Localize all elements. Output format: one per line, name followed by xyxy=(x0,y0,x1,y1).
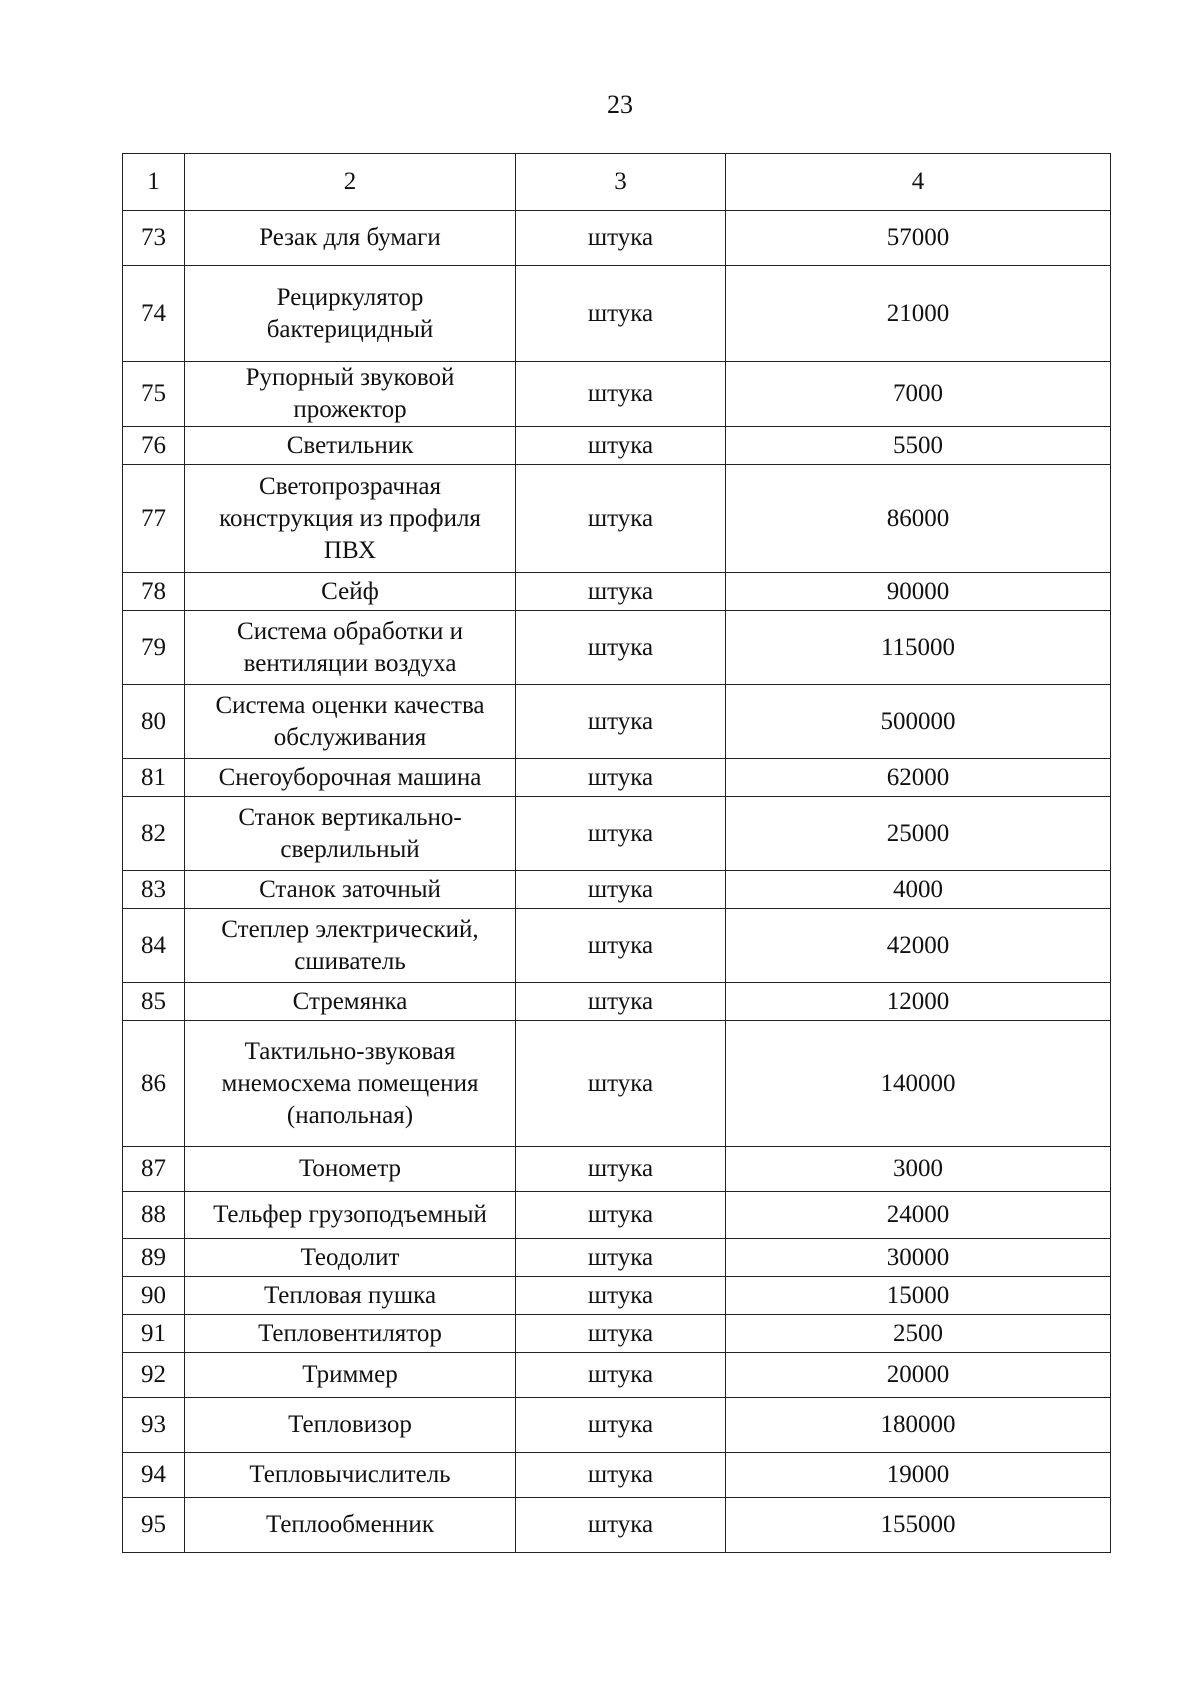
item-name-cell: Резак для бумаги xyxy=(185,211,516,266)
table-row xyxy=(123,909,1111,983)
row-number-cell: 87 xyxy=(123,1147,185,1192)
unit-cell: штука xyxy=(516,1353,726,1398)
table-row xyxy=(123,1398,1111,1453)
item-name-cell: Стремянка xyxy=(185,983,516,1021)
header-cell-col1: 1 xyxy=(123,154,185,211)
price-cell: 86000 xyxy=(726,465,1111,573)
row-number-cell: 89 xyxy=(123,1239,185,1277)
unit-cell: штука xyxy=(516,797,726,871)
row-number-cell: 86 xyxy=(123,1021,185,1147)
price-table xyxy=(122,153,1111,1553)
row-number-cell: 85 xyxy=(123,983,185,1021)
price-cell: 15000 xyxy=(726,1277,1111,1315)
row-number-cell: 94 xyxy=(123,1453,185,1498)
item-name-cell: Тепловизор xyxy=(185,1398,516,1453)
table-row xyxy=(123,1453,1111,1498)
price-cell: 140000 xyxy=(726,1021,1111,1147)
item-name-cell: Тонометр xyxy=(185,1147,516,1192)
price-cell: 500000 xyxy=(726,685,1111,759)
row-number-cell: 84 xyxy=(123,909,185,983)
price-cell: 180000 xyxy=(726,1398,1111,1453)
row-number-cell: 73 xyxy=(123,211,185,266)
table-row xyxy=(123,685,1111,759)
unit-cell: штука xyxy=(516,1192,726,1239)
item-name-cell: Сейф xyxy=(185,573,516,611)
row-number-cell: 83 xyxy=(123,871,185,909)
unit-cell: штука xyxy=(516,1021,726,1147)
unit-cell: штука xyxy=(516,573,726,611)
unit-cell: штука xyxy=(516,1315,726,1353)
table-row xyxy=(123,427,1111,465)
item-name-cell: Светопрозрачная конструкция из профиля ПВХ xyxy=(185,465,516,573)
row-number-cell: 82 xyxy=(123,797,185,871)
row-number-cell: 92 xyxy=(123,1353,185,1398)
item-name-cell: Система оценки качества обслуживания xyxy=(185,685,516,759)
price-cell: 155000 xyxy=(726,1498,1111,1553)
row-number-cell: 93 xyxy=(123,1398,185,1453)
row-number-cell: 76 xyxy=(123,427,185,465)
item-name-cell: Станок заточный xyxy=(185,871,516,909)
unit-cell: штука xyxy=(516,211,726,266)
item-name-cell: Триммер xyxy=(185,1353,516,1398)
price-cell: 2500 xyxy=(726,1315,1111,1353)
row-number-cell: 80 xyxy=(123,685,185,759)
row-number-cell: 74 xyxy=(123,266,185,362)
unit-cell: штука xyxy=(516,611,726,685)
item-name-cell: Тепловентилятор xyxy=(185,1315,516,1353)
price-cell: 24000 xyxy=(726,1192,1111,1239)
unit-cell: штука xyxy=(516,983,726,1021)
table-row xyxy=(123,1021,1111,1147)
price-cell: 115000 xyxy=(726,611,1111,685)
price-cell: 3000 xyxy=(726,1147,1111,1192)
table-row xyxy=(123,797,1111,871)
price-cell: 19000 xyxy=(726,1453,1111,1498)
unit-cell: штука xyxy=(516,266,726,362)
item-name-cell: Тепловычислитель xyxy=(185,1453,516,1498)
table-row xyxy=(123,1315,1111,1353)
price-cell: 21000 xyxy=(726,266,1111,362)
item-name-cell: Рециркулятор бактерицидный xyxy=(185,266,516,362)
price-cell: 5500 xyxy=(726,427,1111,465)
table-row xyxy=(123,611,1111,685)
unit-cell: штука xyxy=(516,1498,726,1553)
unit-cell: штука xyxy=(516,1398,726,1453)
table-header-row xyxy=(123,154,1111,211)
row-number-cell: 75 xyxy=(123,362,185,427)
item-name-cell: Теодолит xyxy=(185,1239,516,1277)
price-cell: 4000 xyxy=(726,871,1111,909)
row-number-cell: 77 xyxy=(123,465,185,573)
header-cell-col2: 2 xyxy=(185,154,516,211)
header-cell-col3: 3 xyxy=(516,154,726,211)
price-cell: 62000 xyxy=(726,759,1111,797)
table-row xyxy=(123,1192,1111,1239)
item-name-cell: Тактильно-звуковая мнемосхема помещения (напольная) xyxy=(185,1021,516,1147)
table-row xyxy=(123,266,1111,362)
item-name-cell: Тепловая пушка xyxy=(185,1277,516,1315)
row-number-cell: 78 xyxy=(123,573,185,611)
table-row xyxy=(123,871,1111,909)
unit-cell: штука xyxy=(516,1277,726,1315)
price-cell: 12000 xyxy=(726,983,1111,1021)
price-cell: 42000 xyxy=(726,909,1111,983)
header-cell-col4: 4 xyxy=(726,154,1111,211)
item-name-cell: Степлер электрический, сшиватель xyxy=(185,909,516,983)
unit-cell: штука xyxy=(516,1239,726,1277)
row-number-cell: 79 xyxy=(123,611,185,685)
table-row xyxy=(123,573,1111,611)
item-name-cell: Светильник xyxy=(185,427,516,465)
row-number-cell: 95 xyxy=(123,1498,185,1553)
table-row xyxy=(123,1239,1111,1277)
table-row xyxy=(123,465,1111,573)
page-number: 23 xyxy=(607,90,633,119)
item-name-cell: Рупорный звуковой прожектор xyxy=(185,362,516,427)
unit-cell: штука xyxy=(516,427,726,465)
item-name-cell: Снегоуборочная машина xyxy=(185,759,516,797)
price-cell: 25000 xyxy=(726,797,1111,871)
table-row xyxy=(123,1353,1111,1398)
unit-cell: штука xyxy=(516,1453,726,1498)
table-row xyxy=(123,1277,1111,1315)
table-row xyxy=(123,211,1111,266)
table-row xyxy=(123,1147,1111,1192)
price-cell: 7000 xyxy=(726,362,1111,427)
item-name-cell: Теплообменник xyxy=(185,1498,516,1553)
price-cell: 30000 xyxy=(726,1239,1111,1277)
table-row xyxy=(123,759,1111,797)
unit-cell: штука xyxy=(516,871,726,909)
table-row xyxy=(123,1498,1111,1553)
price-cell: 57000 xyxy=(726,211,1111,266)
table-row xyxy=(123,983,1111,1021)
table-row xyxy=(123,362,1111,427)
unit-cell: штука xyxy=(516,362,726,427)
row-number-cell: 81 xyxy=(123,759,185,797)
row-number-cell: 91 xyxy=(123,1315,185,1353)
unit-cell: штука xyxy=(516,759,726,797)
unit-cell: штука xyxy=(516,465,726,573)
item-name-cell: Тельфер грузоподъемный xyxy=(185,1192,516,1239)
item-name-cell: Система обработки и вентиляции воздуха xyxy=(185,611,516,685)
row-number-cell: 90 xyxy=(123,1277,185,1315)
item-name-cell: Станок вертикально-сверлильный xyxy=(185,797,516,871)
row-number-cell: 88 xyxy=(123,1192,185,1239)
unit-cell: штука xyxy=(516,685,726,759)
price-cell: 20000 xyxy=(726,1353,1111,1398)
unit-cell: штука xyxy=(516,1147,726,1192)
table-body xyxy=(123,154,1111,1553)
unit-cell: штука xyxy=(516,909,726,983)
price-cell: 90000 xyxy=(726,573,1111,611)
